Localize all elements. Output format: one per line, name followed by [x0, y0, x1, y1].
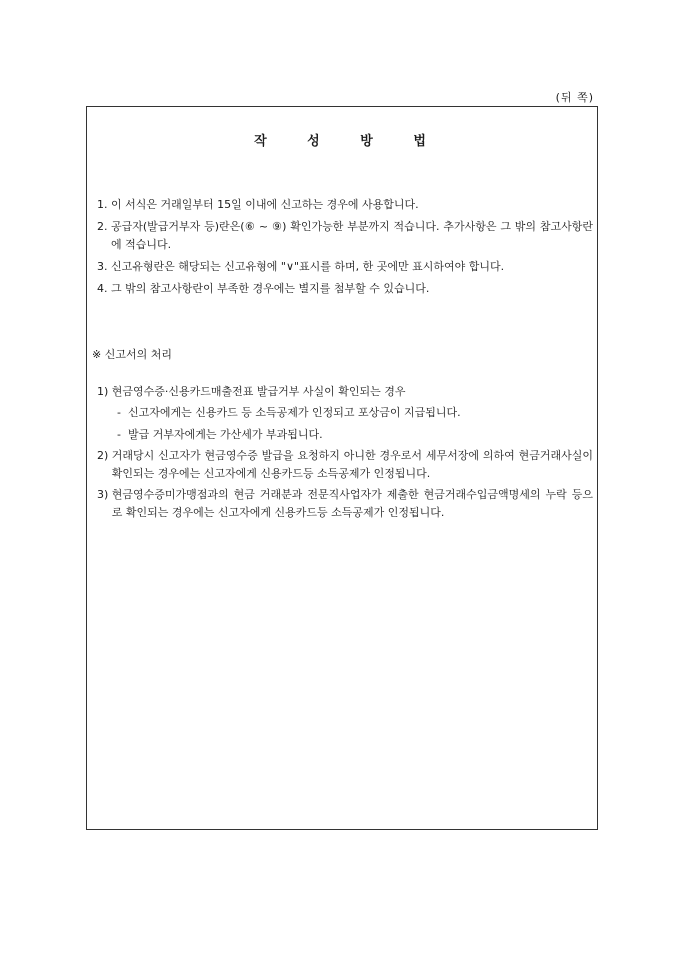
instruction-item	[97, 218, 593, 254]
subitem-dash: -	[117, 428, 121, 441]
processing-text: 현금영수증·신용카드매출전표 발급거부 사실이 확인되는 경우	[111, 385, 406, 398]
instruction-number: 1.	[97, 198, 108, 211]
subitem-text: 발급 거부자에게는 가산세가 부과됩니다.	[127, 428, 323, 441]
processing-subitem	[97, 426, 593, 444]
page-side-label: (뒤 쪽)	[555, 91, 594, 104]
instruction-text: 신고유형란은 해당되는 신고유형에 "∨"표시를 하며, 한 곳에만 표시하여야 합니다.	[111, 260, 505, 273]
processing-number: 2)	[97, 449, 109, 462]
instruction-item	[97, 280, 593, 298]
processing-item	[97, 486, 593, 522]
instruction-item	[97, 258, 593, 276]
instruction-number: 3.	[97, 260, 108, 273]
processing-heading: ※ 신고서의 처리	[92, 348, 172, 361]
processing-number: 3)	[97, 488, 109, 501]
instruction-text: 공급자(발급거부자 등)란은(⑥ ~ ⑨) 확인가능한 부분까지 적습니다. 추가사항은 그 밖의 참고사항란에 적습니다.	[111, 220, 593, 251]
subitem-dash: -	[117, 406, 121, 419]
processing-item	[97, 447, 593, 483]
instruction-text: 그 밖의 참고사항란이 부족한 경우에는 별지를 첨부할 수 있습니다.	[111, 282, 430, 295]
instruction-list	[97, 196, 593, 298]
instruction-number: 2.	[97, 220, 108, 233]
processing-list	[97, 383, 593, 522]
processing-text: 현금영수증미가맹점과의 현금 거래분과 전문직사업자가 제출한 현금거래수입금액명세의 누락 등으로 확인되는 경우에는 신고자에게 신용카드등 소득공제가 인정됩니다.	[111, 488, 593, 519]
subitem-text: 신고자에게는 신용카드 등 소득공제가 인정되고 포상금이 지급됩니다.	[127, 406, 461, 419]
instruction-number: 4.	[97, 282, 108, 295]
document-title: 작 성 방 법	[254, 134, 444, 149]
processing-item	[97, 383, 593, 401]
processing-number: 1)	[97, 385, 109, 398]
instruction-text: 이 서식은 거래일부터 15일 이내에 신고하는 경우에 사용합니다.	[111, 198, 419, 211]
processing-subitem	[97, 404, 593, 422]
instruction-item	[97, 196, 593, 214]
processing-text: 거래당시 신고자가 현금영수증 발급을 요청하지 아니한 경우로서 세무서장에 의하여 현금거래사실이 확인되는 경우에는 신고자에게 신용카드등 소득공제가 인정됩니다.	[111, 449, 593, 480]
